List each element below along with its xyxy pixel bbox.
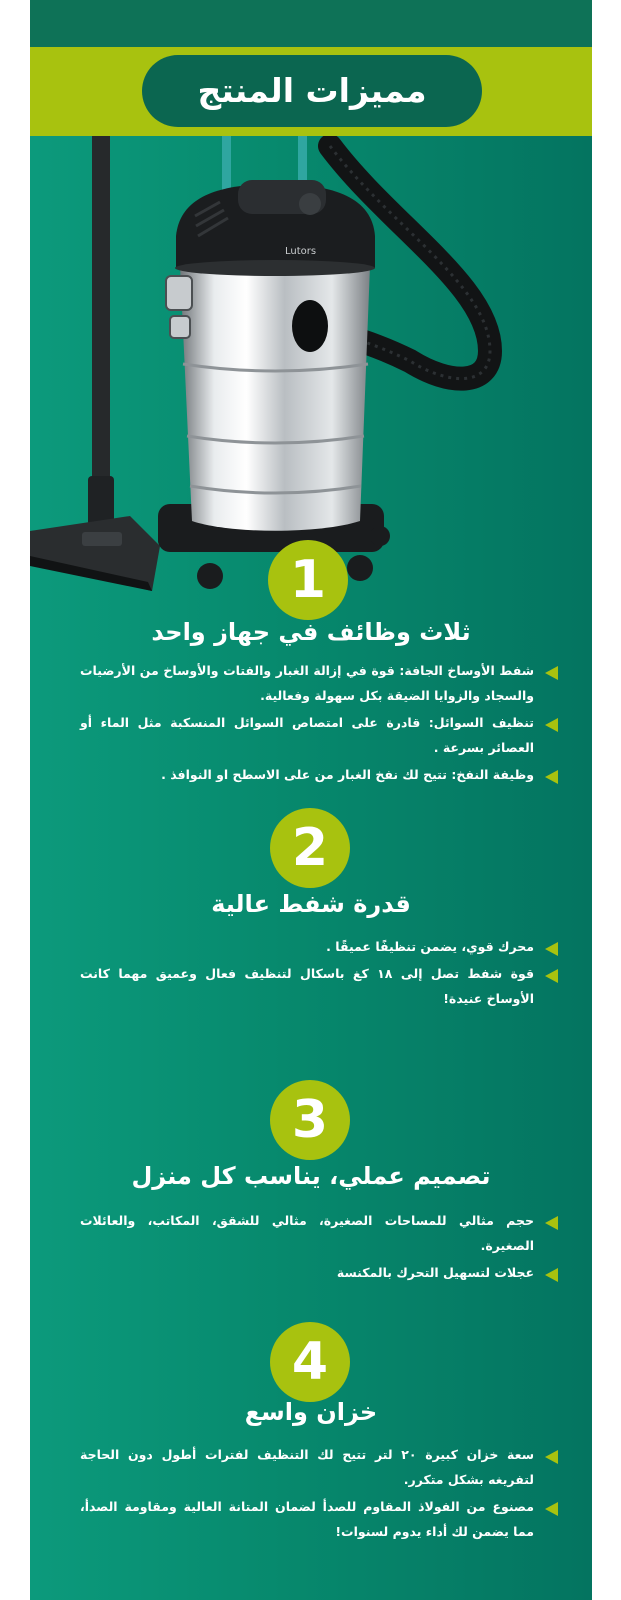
triangle-bullet-icon <box>545 770 558 784</box>
list-item: عجلات لتسهيل التحرك بالمكنسة <box>80 1260 560 1285</box>
triangle-bullet-icon <box>545 942 558 956</box>
top-strip <box>30 0 592 47</box>
list-item: شفط الأوساخ الجافة: قوة في إزالة الغبار والفتات والأوساخ من الأرضيات والسجاد والزوايا الضيقة بكل سهولة وفعالية. <box>80 658 560 708</box>
feature-1-number-badge: 1 <box>268 540 348 620</box>
triangle-bullet-icon <box>545 1502 558 1516</box>
list-item: محرك قوي، يضمن تنظيفًا عميقًا . <box>80 934 560 959</box>
triangle-bullet-icon <box>545 666 558 680</box>
list-item: قوة شفط تصل إلى ١٨ كغ باسكال لتنظيف فعال وعميق مهما كانت الأوساخ عنيدة! <box>80 961 560 1011</box>
feature-4-list <box>80 1442 560 1546</box>
brand-label: Lutors <box>285 246 317 257</box>
triangle-bullet-icon <box>545 718 558 732</box>
list-item: سعة خزان كبيرة ٢٠ لتر تتيح لك التنظيف لفترات أطول دون الحاجة لتفريغه بشكل متكرر. <box>80 1442 560 1492</box>
triangle-bullet-icon <box>545 1450 558 1464</box>
feature-1-list <box>80 658 560 789</box>
triangle-bullet-icon <box>545 1268 558 1282</box>
feature-1-title: ثلاث وظائف في جهاز واحد <box>151 618 471 646</box>
content-panel <box>30 0 592 1600</box>
page-title: مميزات المنتج <box>142 55 482 127</box>
list-item: وظيفة النفخ: تتيح لك نفخ الغبار من على الاسطح او النوافذ . <box>80 762 560 787</box>
feature-2-title: قدرة شفط عالية <box>211 890 411 918</box>
feature-3-number-badge: 3 <box>270 1080 350 1160</box>
list-item: مصنوع من الفولاذ المقاوم للصدأ لضمان المتانة العالية ومقاومة الصدأ، مما يضمن لك أداء يدوم لسنوات! <box>80 1494 560 1544</box>
title-banner <box>30 47 592 136</box>
triangle-bullet-icon <box>545 1216 558 1230</box>
list-item: حجم مثالي للمساحات الصغيرة، مثالي للشقق، المكاتب، والعائلات الصغيرة. <box>80 1208 560 1258</box>
feature-3-list <box>80 1208 560 1287</box>
feature-3-title: تصميم عملي، يناسب كل منزل <box>131 1162 491 1190</box>
feature-2-number-badge: 2 <box>270 808 350 888</box>
feature-4-title: خزان واسع <box>244 1398 378 1426</box>
list-item: تنظيف السوائل: قادرة على امتصاص السوائل المنسكبة مثل الماء أو العصائر بسرعة . <box>80 710 560 760</box>
feature-2-list <box>80 934 560 1013</box>
feature-4-number-badge: 4 <box>270 1322 350 1402</box>
triangle-bullet-icon <box>545 969 558 983</box>
